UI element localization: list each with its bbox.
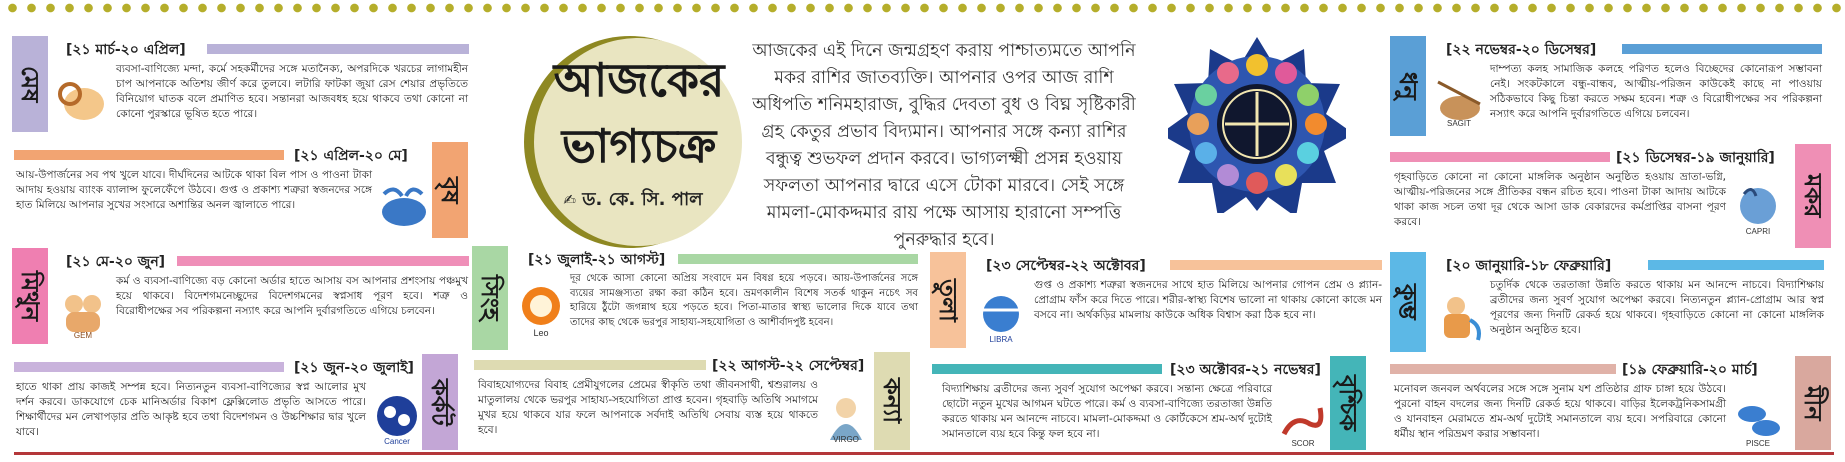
sign-dates: [২১ ডিসেম্বর-১৯ জানুয়ারি] [1616, 150, 1775, 166]
sign-tab-mesh: মেষ [12, 36, 48, 132]
sign-kanya [472, 352, 922, 450]
sign-tab-makar: মকর [1795, 144, 1831, 248]
pen-nib-icon: ✍ [563, 191, 576, 209]
sign-dates: [১৯ ফেব্রুয়ারি-২০ মার্চ] [1622, 362, 1758, 378]
sign-tula [930, 252, 1390, 348]
page-title: আজকের ভাগ্যচক্র [553, 53, 725, 173]
scorpion-icon [1274, 394, 1332, 448]
sign-mesh [12, 36, 472, 132]
sign-meen [1390, 356, 1835, 450]
sign-text: কর্ম ও ব্যবসা-বাণিজ্যে বড় কোনো অর্ডার হাতে আসায় বস আপনার প্রশংসায় পঞ্চমুখ হয়ে থাকবে। বিদেশগমনেচ্ছুদের বিদেশগমনের স্বপ্নসাধ পূরণ হবে। শত্রু ও বিরোধীপক্ষের সব পরিকল্পনা নস্যাৎ করে আপনি দুর্বারগতিতে এগিয়ে চলবেন। [116, 275, 468, 317]
sign-text: দূর থেকে আসা কোনো অপ্রিয় সংবাদে মন বিষণ্ণ হয়ে পড়বে। আয়-উপার্জনের সঙ্গে ব্যয়ের সামঞ্জস্যতা রক্ষা করা কঠিন হবে। ভ্রমণকালীন বিশেষ সতর্ক থাকুন নচেৎ সব হারিয়ে ঠুঁটো জগন্নাথ হয়ে পড়তে হবে। পিতা-মাতার স্বাস্থ্য ভালোর দিকে যাবে তথা তাদের কাছ থেকে ভরপুর সাহায্য-সহযোগিতা ও আশীর্বাদপুষ্ট হবেন। [570, 273, 918, 328]
goat-icon [1730, 182, 1788, 236]
accent-bar [1390, 152, 1610, 162]
sign-dates: [২৩ সেপ্টেম্বর-২২ অক্টোবর] [986, 258, 1146, 274]
sign-dhanu [1390, 36, 1835, 136]
water-bearer-icon [1430, 290, 1488, 344]
accent-bar [177, 256, 469, 266]
sign-makar [1390, 144, 1835, 248]
art-label: GEM [73, 331, 93, 340]
bottom-rule [14, 452, 1834, 455]
sign-dates: [২১ মার্চ-২০ এপ্রিল] [66, 42, 186, 58]
art-label: LIBRA [989, 335, 1013, 344]
dotted-top-border [0, 0, 1845, 16]
sign-text: বিবাহযোগ্যদের বিবাহ প্রেমীযুগলের প্রেমের স্বীকৃতি তথা জীবনসাথী, শ্বশুরালয় ও মাতুলালয় থেকে ভরপুর সাহায্য-সহযোগিতা প্রাপ্ত হবেন। গৃহবাড়ি অতিথি সমাগমে মুখর হয়ে থাকবে যার ফলে আপনাকে সর্বদাই অতিথি সেবায় ব্যস্ত হয়ে থাকতে হবে। [478, 379, 818, 436]
art-label: CAPRI [1745, 227, 1771, 236]
sign-text: দাম্পত্য কলহ সামাজিক কলহে পরিণত হলেও বিচ্ছেদের কোনোরূপ সম্ভাবনা নেই। সংকটকালে বন্ধু-বান্ধব, আত্মীয়-পরিজন কাউকেই কাছে না পাওয়ায় সঠিকভাবে কিছু চিন্তা করতে সক্ষম হবেন। শত্রু ও বিরোধীপক্ষের সব পরিকল্পনা নস্যাৎ করে আপনি দুর্বারগতিতে এগিয়ে চলবেন। [1490, 63, 1822, 120]
sign-text: গৃহবাড়িতে কোনো না কোনো মাঙ্গলিক অনুষ্ঠান অনুষ্ঠিত হওয়ায় ভ্রাতা-ভগ্নি, আত্মীয়-পরিজনের সঙ্গে প্রীতিকর বন্ধন রচিত হবে। পাওনা টাকা আদায় আটকে থাকা কাজ সচল তথা দূর থেকে আসা ডাক বেকারদের কর্মপ্রাপ্তির বাসনা পূরণ করবে। [1394, 171, 1726, 228]
sign-tab-brishchik: বৃশ্চিক [1330, 356, 1366, 450]
sign-text: চতুর্দিক থেকে তরতাজা উন্নতি করতে থাকায় মন আনন্দে নাচবে। বিদ্যাশিক্ষায় ব্রতীদের জন্য সুবর্ণ সুযোগ অপেক্ষা করবে। নিত্যনতুন প্ল্যান-প্রোগ্রাম আর স্বপ্ন পূরণের জন্য দিনটি রেকর্ড হয়ে থাকবে। গৃহবাড়িতে কোনো না কোনো মাঙ্গলিক অনুষ্ঠান অনুষ্ঠিত হবে। [1490, 279, 1824, 336]
sign-dates: [২১ জুন-২০ জুলাই] [294, 360, 414, 376]
accent-bar [932, 364, 1162, 374]
sign-dates: [২৩ অক্টোবর-২১ নভেম্বর] [1170, 362, 1321, 378]
art-label: SCOR [1291, 439, 1315, 448]
sign-kumbha [1390, 252, 1835, 352]
virgo-icon [818, 390, 876, 444]
sign-text: ব্যবসা-বাণিজ্যে মন্দা, কর্মে সহকর্মীদের সঙ্গে মতানৈক্য, অপরদিকে খরচের লাগামহীন চাপ আপনাকে অতিশয় জীর্ণ করে তুলবে। লটারি ফাটকা জুয়া রেস শেয়ার প্রভৃতিতে বিনিয়োগ ঘাতক বলে প্রমাণিত হবে। সন্তানরা আজবধহ হয়ে থাকবে তথা কোনো না কোনো পুরস্কারে ভূষিত হতে পারে। [116, 63, 468, 120]
accent-bar [1390, 364, 1616, 374]
accent-bar [14, 362, 284, 372]
sign-singha [472, 246, 922, 350]
sign-dates: [২১ জুলাই-২১ আগস্ট] [528, 252, 666, 268]
accent-bar [1622, 44, 1822, 54]
accent-bar [1648, 260, 1824, 270]
sign-tab-dhanu: ধনু [1390, 36, 1426, 136]
sign-text: গুপ্ত ও প্রকাশ্য শত্রুরা স্বজনদের সাথে হাত মিলিয়ে আপনার গোপন প্রেম ও প্ল্যান-প্রোগ্রাম ফাঁস করে দিতে পারে। শরীর-স্বাস্থ্য বিশেষ ভালো না থাকায় কোনো কাজে মন বসবে না। অর্থকড়ির মামলায় কাউকে অধিক বিশ্বাস করা ঠিক হবে না। [1034, 279, 1382, 321]
accent-bar [678, 254, 918, 264]
sign-tab-tula: তুলা [930, 252, 966, 348]
sign-dates: [২০ জানুয়ারি-১৮ ফেব্রুয়ারি] [1446, 258, 1612, 274]
sign-dates: [২২ নভেম্বর-২০ ডিসেম্বর] [1446, 42, 1597, 58]
accent-bar [1170, 260, 1382, 270]
author-name: ড. কে. সি. পাল [582, 189, 703, 210]
sign-tab-kumbha: কুম্ভ [1390, 252, 1426, 352]
scales-icon [972, 290, 1030, 344]
bull-icon [374, 180, 432, 234]
art-label: SAGIT [1446, 119, 1472, 128]
sign-brishchik [930, 356, 1384, 450]
sign-tab-singha: সিংহ [472, 246, 508, 350]
sign-tab-mithun: মিথুন [12, 248, 48, 344]
author-line [533, 185, 733, 216]
archer-icon [1430, 74, 1488, 128]
art-label: Leo [533, 328, 549, 338]
sign-text: হাতে থাকা প্রায় কাজই সম্পন্ন হবে। নিত্যনতুন ব্যবসা-বাণিজ্যের স্বপ্ন আলোর মুখ দর্শন করবে। ডাকযোগে চেক মানিঅর্ডার বিকাশ ফ্লেক্সিলোড প্রভৃতি আসতে পারে। শিক্ষার্থীদের মন লেখাপড়ার প্রতি আকৃষ্ট হবে তথা বিদেশগমন ও উচ্চশিক্ষার দ্বার খুলে যাবে। [16, 381, 366, 438]
intro-paragraph: আজকের এই দিনে জন্মগ্রহণ করায় পাশ্চাত্যমতে আপনি মকর রাশির জাতব্যক্তি। আপনার ওপর আজ রাশি অধিপতি শনিমহারাজ, বুদ্ধির দেবতা বুধ ও বিঘ্ন সৃষ্টিকারী গ্রহ কেতুর প্রভাব বিদ্যমান। আপনার সঙ্গে কন্যা রাশির বন্ধুত্ব শুভফল প্রদান করবে। ভাগ্যলক্ষ্মী প্রসন্ন হওয়ায় সফলতা আপনার দ্বারে এসে টোকা মারবে। সেই সঙ্গে মামলা-মোকদ্দমার রায় পক্ষে আসায় হারানো সম্পত্তি পুনরুদ্ধার হবে। [752, 41, 1136, 250]
sign-dates: [২২ আগস্ট-২২ সেপ্টেম্বর] [712, 358, 865, 374]
sign-dates: [২১ এপ্রিল-২০ মে] [294, 148, 408, 164]
art-label: VIRGO [833, 435, 859, 444]
accent-bar [474, 360, 706, 370]
sign-text: মনোবল জনবল অর্থবলের সঙ্গে সঙ্গে সুনাম যশ প্রতিষ্ঠার গ্রাফ চাঙ্গা হয়ে উঠবে। পুরনো বাহন বদলের জন্য দিনটি রেকর্ড হয়ে থাকবে। বাড়ির ইলেকট্রনিকসামগ্রী ও যানবাহন মেরামতে শ্রম-অর্থ দুটোই সমানতালে ব্যয় হবে। সপরিবারে কোনো ধর্মীয় স্থান পরিভ্রমণ করার সম্ভাবনা। [1394, 383, 1726, 440]
accent-bar [207, 44, 469, 54]
crab-icon [368, 392, 426, 446]
sign-tab-meen: মীন [1795, 356, 1831, 450]
sign-brish [12, 142, 472, 238]
art-label: PISCE [1745, 439, 1771, 448]
accent-bar [14, 150, 284, 160]
lion-icon [512, 284, 570, 338]
sign-karkat [12, 354, 472, 450]
title-block [483, 35, 767, 250]
zodiac-wheel-icon [1168, 35, 1346, 213]
sign-tab-brish: বৃষ [432, 142, 468, 238]
sign-tab-karkat: কর্কট [422, 354, 458, 450]
fish-icon [1730, 394, 1788, 448]
sign-dates: [২১ মে-২০ জুন] [66, 254, 166, 270]
twins-icon [54, 286, 112, 340]
sign-mithun [12, 248, 472, 344]
sign-tab-kanya: কন্যা [874, 352, 910, 450]
art-label: Cancer [384, 437, 410, 446]
ram-icon [54, 74, 112, 128]
sign-text: বিদ্যাশিক্ষায় ব্রতীদের জন্য সুবর্ণ সুযোগ অপেক্ষা করবে। সন্তান্য ক্ষেত্রে পরিবারে ছোটো নতুন মুখের আগমন ঘটতে পারে। কর্ম ও ব্যবসা-বাণিজ্যে তরতাজা উন্নতি করতে থাকায় মন আনন্দে নাচবে। মামলা-মোকদ্দমা ও কোর্টকেসে শ্রম-অর্থ দুটোই সমানতালে ব্যয় হবে কিন্তু ফল হবে না। [942, 383, 1272, 440]
sign-text: আয়-উপার্জনের সব পথ খুলে যাবে। দীর্ঘদিনের আটকে থাকা বিল পাস ও পাওনা টাকা আদায় হওয়ায় ব্যাংক ব্যালান্স ফুলেফেঁপে উঠবে। গুপ্ত ও প্রকাশ্য শত্রুরা স্বজনদের সঙ্গে হাত মিলিয়ে আপনার সুখের সংসারে অশান্তির অনল জ্বালাতে পারে। [16, 169, 372, 211]
